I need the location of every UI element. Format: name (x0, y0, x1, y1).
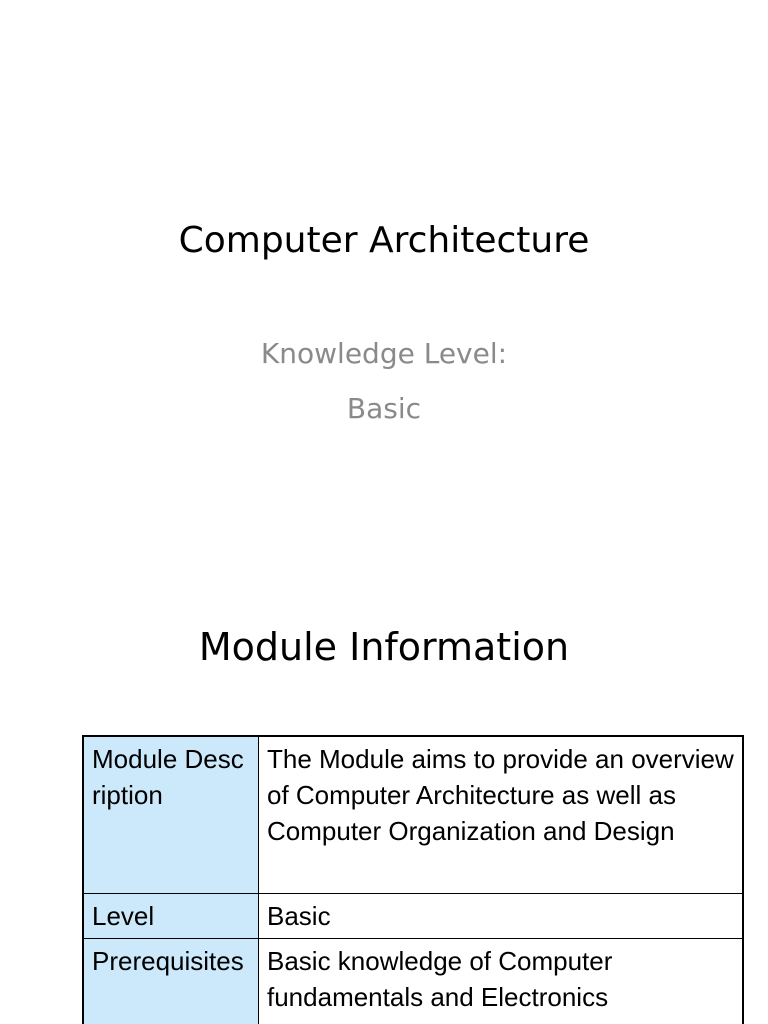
row-label-prerequisites: Prerequisites (83, 939, 259, 1024)
table-row (83, 736, 743, 894)
row-value-prerequisites: Basic knowledge of Computer fundamentals and Electronics (259, 939, 744, 1024)
row-label-module-description: Module Description (83, 736, 259, 894)
slide-title: Computer Architecture (178, 220, 590, 261)
row-value-module-description: The Module aims to provide an overview of Computer Architecture as well as Computer Organization and Design (259, 736, 744, 894)
module-info-table (82, 735, 744, 1024)
row-value-level: Basic (259, 894, 744, 939)
module-information-title: Module Information (198, 625, 570, 669)
knowledge-level-value: Basic (346, 392, 422, 425)
row-label-level: Level (83, 894, 259, 939)
table-row (83, 894, 743, 939)
knowledge-level-label: Knowledge Level: (260, 337, 508, 370)
table-row (83, 939, 743, 1024)
